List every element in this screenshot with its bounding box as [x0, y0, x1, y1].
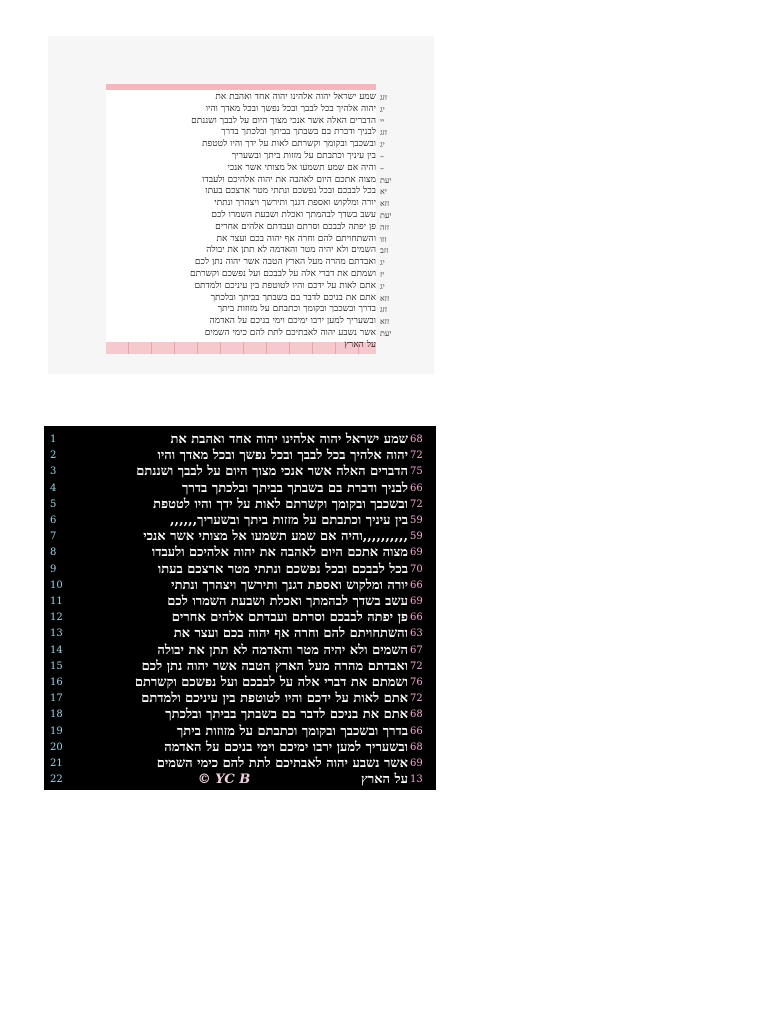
tablet-row [44, 594, 436, 610]
top-text-line: והשתחויתם להם וחרה אף יהוה בכם ועצר את [216, 233, 376, 244]
top-text-line: ובשכבך ובקומך וקשרתם לאות על ידך והיו לטטפת [202, 139, 376, 150]
row-text: השמים ולא יהיה מטר והאדמה לא תתן את יבולה [157, 642, 408, 658]
top-text-line: אשר נשבע יהוה לאבתיכם לתת להם כימי השמים [204, 328, 376, 338]
row-number: 15 [50, 660, 63, 672]
top-rule [106, 84, 376, 90]
row-number: 10 [50, 579, 63, 591]
tablet-row [44, 626, 436, 642]
top-text-line: ובשעריך למען ירבו ימיכם וימי בניכם על האדמה [209, 316, 376, 327]
row-number: 20 [50, 741, 63, 753]
row-number: 8 [50, 547, 57, 559]
top-text-line: עשב בשדך לבהמתך ואכלת ושבעת השמרו לכם [211, 210, 376, 220]
row-letter-count: 66 [410, 579, 423, 591]
row-text: ואבדתם מהרה מעל הארץ הטבה אשר יהוה נתן לכם [141, 658, 408, 674]
row-number: 13 [50, 628, 63, 640]
row-number: 2 [50, 450, 57, 462]
top-text-line: הדברים האלה אשר אנכי מצוך היום על לבבך ושננתם [191, 115, 376, 126]
row-number: 6 [50, 515, 57, 526]
tablet-row [44, 772, 436, 788]
row-letter-count: 59 [410, 531, 423, 543]
top-text-line: על הארץ [344, 339, 376, 350]
row-number: 4 [50, 482, 57, 494]
row-number: 11 [50, 596, 63, 607]
top-line-code: יי [380, 116, 385, 126]
row-text: עשב בשדך לבהמתך ואכלת ושבעת השמרו לכם [167, 594, 408, 609]
top-line-code: זזב [380, 246, 389, 256]
row-number: 12 [50, 612, 63, 624]
row-text: יורה ומלקוש ואספת דגנך ותירשך ויצהרך ונתתי [171, 577, 408, 593]
row-letter-count: 66 [410, 482, 423, 494]
row-number: 18 [50, 709, 63, 721]
tablet-panel [44, 426, 436, 790]
row-letter-count: 72 [410, 660, 423, 672]
top-line-code: יג [380, 258, 385, 268]
tablet-row [44, 562, 436, 578]
top-line-code: זזו [380, 234, 387, 244]
copyright-mark: © YC B [197, 772, 251, 788]
row-text: בכל לבבכם ובכל נפשכם ונתתי מטר ארצכם בעתו [157, 561, 408, 577]
row-number: 5 [50, 498, 57, 510]
row-letter-count: 68 [410, 741, 423, 753]
row-letter-count: 69 [410, 758, 423, 769]
tablet-row [44, 432, 436, 448]
row-text: בדרך ובשכבך ובקומך וכתבתם על מזוזות ביתך [176, 723, 408, 739]
top-text-line: אתם את בניכם לדבר בם בשבתך בביתך ובלכתך [210, 292, 376, 303]
top-line-code: – [380, 152, 384, 161]
top-line-code: יעת [380, 329, 392, 338]
top-line-code: זזא [380, 317, 390, 327]
top-text-line: בכל לבבכם ובכל נפשכם ונתתי מטר ארצכם בעתו [205, 186, 376, 197]
row-text: שמע ישראל יהוה אלהינו יהוה אחד ואהבת את [170, 432, 408, 447]
row-letter-count: 68 [410, 434, 423, 445]
tablet-row [44, 691, 436, 707]
top-line-code: יג [380, 281, 385, 291]
top-line-code: יג [380, 140, 385, 150]
row-text: יהוה אלהיך בכל לבבך ובכל נפשך ובכל מאדך והיו [157, 448, 408, 464]
top-line-code: זזג [380, 93, 388, 102]
row-number: 22 [50, 774, 63, 786]
top-line-code [380, 340, 410, 351]
tablet-row [44, 610, 436, 626]
row-number: 1 [50, 434, 57, 445]
top-line-code: יעת [380, 175, 392, 185]
top-text-line: השמים ולא יהיה מטר והאדמה לא תתן את יבולה [206, 245, 376, 256]
row-text: מצוה אתכם היום לאהבה את יהוה אלהיכם ולעבדו [151, 545, 408, 561]
row-letter-count: 69 [410, 596, 423, 607]
row-text: ובשכבך ובקומך וקשרתם לאות על ידך והיו לטטפת [153, 496, 408, 512]
top-line-code: יז [380, 270, 385, 279]
top-line-code: יא [380, 187, 387, 197]
top-line-code: זזג [380, 128, 388, 138]
row-text: לבניך ודברת בם בשבתך בביתך ובלכתך בדרך [182, 480, 408, 496]
tablet-row [44, 724, 436, 740]
tablet-row [44, 740, 436, 756]
row-letter-count: 59 [410, 515, 423, 526]
row-text: בין עיניך וכתבתם על מזזות ביתך ובשעריך,,,,,, [170, 513, 408, 528]
row-text: אתם את בניכם לדבר בם בשבתך בביתך ובלכתך [165, 707, 408, 723]
row-letter-count: 67 [410, 644, 423, 656]
row-number: 21 [50, 758, 63, 769]
row-text: והשתחויתם להם וחרה אף יהוה בכם ועצר את [173, 626, 408, 642]
row-letter-count: 66 [410, 725, 423, 737]
row-letter-count: 66 [410, 612, 423, 624]
row-number: 14 [50, 644, 63, 656]
row-number: 17 [50, 693, 63, 705]
row-number: 3 [50, 466, 57, 478]
row-text: הדברים האלה אשר אנכי מצוך היום על לבבך ושננתם [136, 464, 408, 480]
tablet-row [44, 464, 436, 480]
row-letter-count: 75 [410, 466, 423, 478]
tablet-row [44, 659, 436, 675]
top-line-code: זזג [380, 305, 388, 315]
row-text: אשר נשבע יהוה לאבתיכם לתת להם כימי השמים [156, 756, 408, 771]
tablet-row [44, 756, 436, 772]
top-line-code: זזא [380, 293, 390, 303]
top-text-line: מצוה אתכם היום לאהבה את יהוה אלהיכם ולעבדו [202, 174, 376, 185]
top-text-line: והיה אם שמע תשמעו אל מצותי אשר אנכי [227, 162, 376, 173]
top-text-line: שמע ישראל יהוה אלהינו יהוה אחד ואהבת את [215, 92, 376, 102]
top-text-line: אתם לאות על ידכם והיו לטוטפת בין עיניכם ולמדתם [194, 280, 376, 291]
row-number: 19 [50, 725, 63, 737]
row-letter-count: 68 [410, 709, 423, 721]
tablet-row [44, 497, 436, 513]
tablet-row [44, 578, 436, 594]
top-line-code: זזא [380, 199, 390, 209]
tablet-row [44, 513, 436, 529]
top-text-line: ואבדתם מהרה מעל הארץ הטבה אשר יהוה נתן לכם [194, 257, 376, 268]
top-text-line: בדרך ובשכבך ובקומך וכתבתם על מזוזות ביתך [217, 304, 376, 315]
row-letter-count: 72 [410, 693, 423, 705]
row-letter-count: 76 [410, 677, 423, 688]
row-letter-count: 72 [410, 450, 423, 462]
top-line-code: יעת [380, 211, 392, 220]
tablet-row [44, 481, 436, 497]
top-text-line: פן יפתה לבבכם וסרתם ועבדתם אלהים אחרים [215, 221, 376, 232]
row-text: ושמתם את דברי אלה על לבבכם ועל נפשכם וקשרתם [134, 675, 408, 690]
row-letter-count: 69 [410, 547, 423, 559]
top-text-line: לבניך ודברת בם בשבתך בביתך ובלכתך בדרך [221, 127, 376, 138]
top-line-code: זזה [380, 222, 390, 232]
top-text-line: יורה ומלקוש ואספת דגנך ותירשך ויצהרך ונתתי [214, 198, 376, 209]
row-letter-count: 63 [410, 628, 423, 640]
top-line-code: יג [380, 104, 385, 114]
row-text: על הארץ [361, 772, 408, 788]
row-text: ,,,,,,,,,,והיה אם שמע תשמעו אל מצותי אשר אנכי [143, 529, 408, 545]
tablet-row [44, 448, 436, 464]
top-text-line: בין עיניך וכתבתם על מזזות ביתך ובשעריך [231, 151, 376, 161]
top-text-line: יהוה אלהיך בכל לבבך ובכל נפשך ובכל מאדך והיו [205, 103, 376, 114]
tablet-row [44, 675, 436, 691]
row-text: פן יפתה לבבכם וסרתם ועבדתם אלהים אחרים [171, 610, 408, 626]
row-number: 16 [50, 677, 63, 688]
row-letter-count: 70 [410, 563, 423, 575]
top-line-code: – [380, 163, 384, 173]
row-number: 7 [50, 531, 57, 543]
tablet-row [44, 707, 436, 723]
row-number: 9 [50, 563, 57, 575]
top-text-line: ושמתם את דברי אלה על לבבכם ועל נפשכם וקשרתם [190, 269, 376, 279]
row-text: ובשעריך למען ירבו ימיכם וימי בניכם על האדמה [164, 739, 408, 755]
row-letter-count: 72 [410, 498, 423, 510]
tablet-row [44, 529, 436, 545]
tablet-row [44, 643, 436, 659]
row-letter-count: 13 [410, 774, 423, 786]
tablet-row [44, 545, 436, 561]
row-text: אתם לאות על ידכם והיו לטוטפת בין עיניכם ולמדתם [141, 691, 408, 707]
